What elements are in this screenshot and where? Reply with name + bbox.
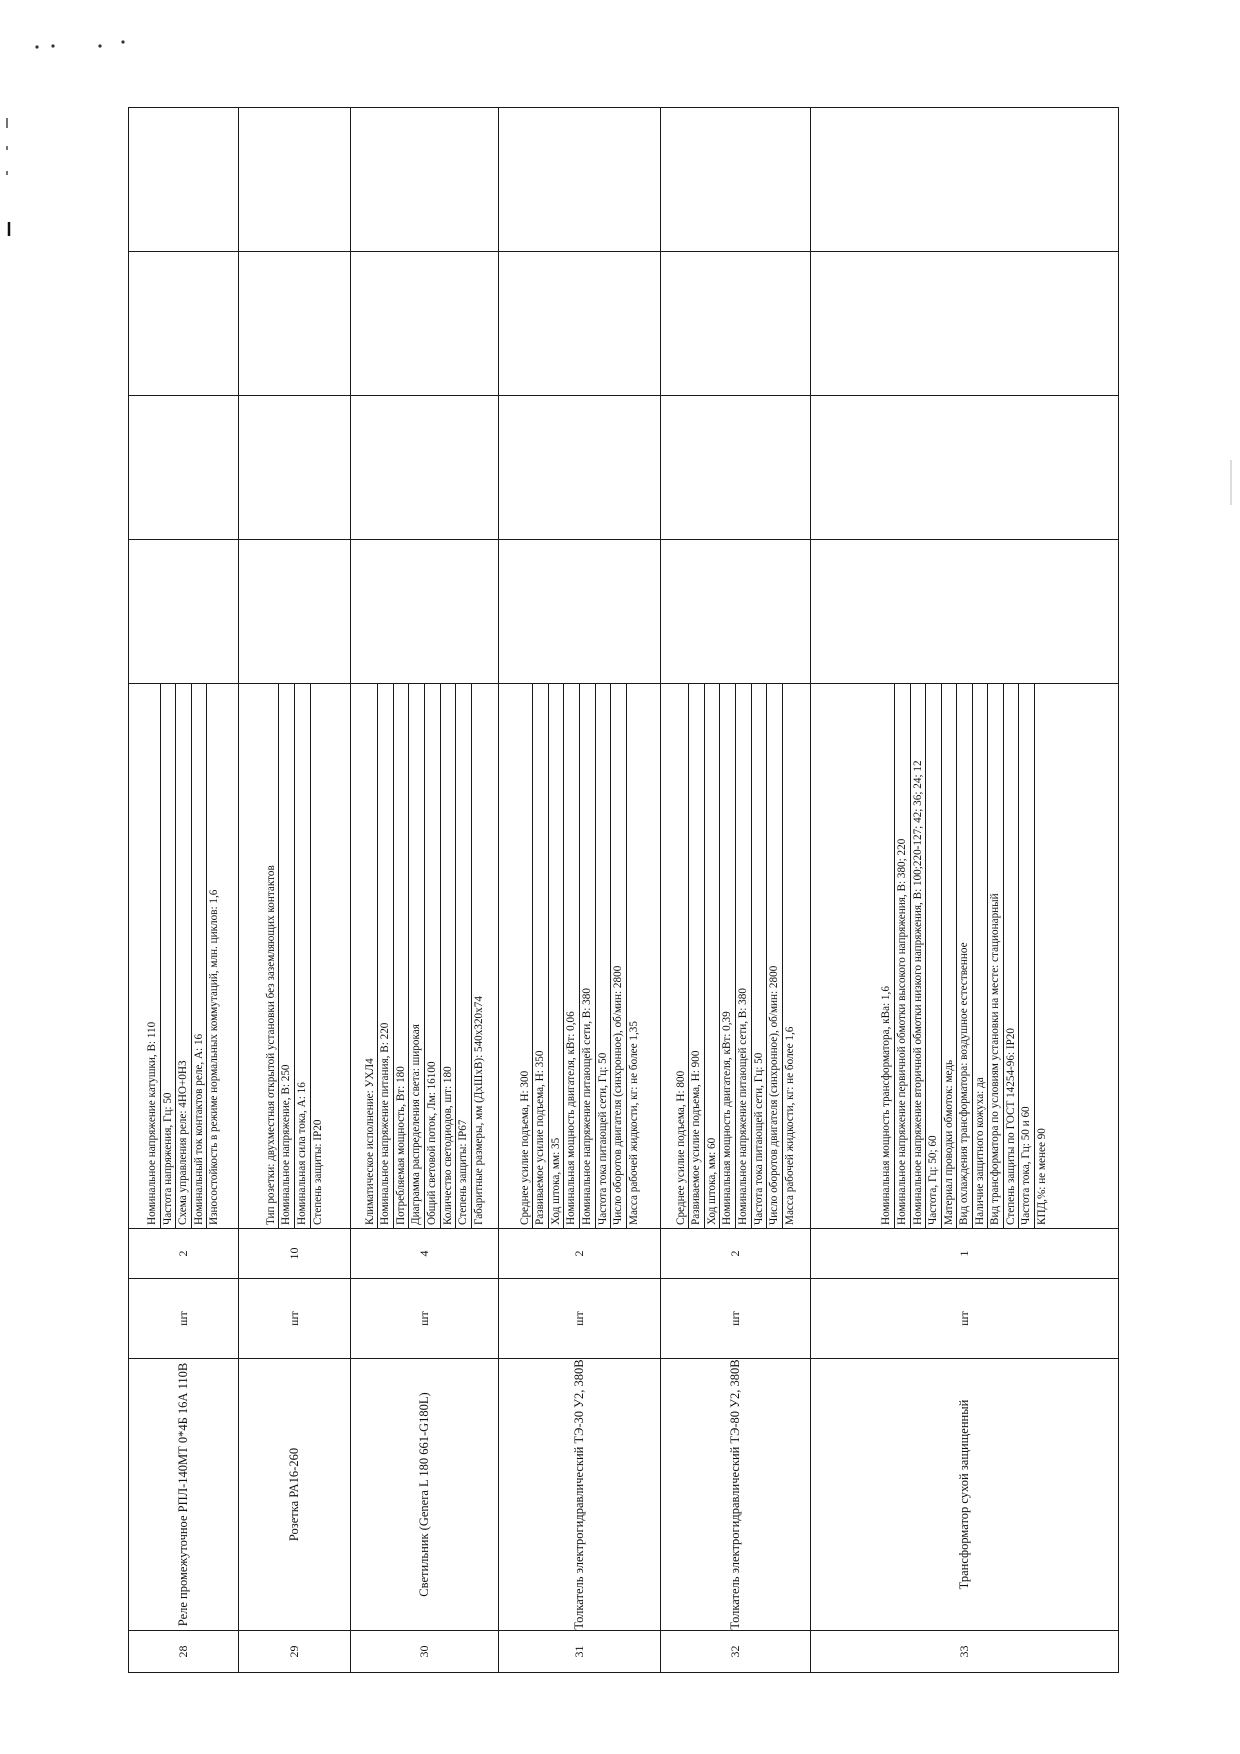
row-number: 31 — [499, 1631, 661, 1673]
table-row — [661, 108, 811, 1673]
parameter-line: Износостойкость в режиме нормальных коммутаций, млн. циклов: 1,6 — [208, 889, 221, 1225]
empty-cell — [661, 396, 811, 540]
parameter-line: Тип розетки: двухместная открытой установки без заземляющих контактов — [264, 684, 280, 1228]
table-row — [239, 108, 351, 1673]
empty-cell — [661, 252, 811, 396]
empty-cell — [351, 108, 499, 252]
unit-cell: шт — [661, 1279, 811, 1359]
parameter-line: Масса рабочей жидкости, кг: не более 1,35 — [627, 1021, 640, 1225]
empty-cell — [129, 252, 239, 396]
quantity-cell: 10 — [239, 1229, 351, 1279]
empty-cell — [499, 540, 661, 684]
parameter-line: Номинальное напряжение питания, В: 220 — [378, 684, 394, 1228]
item-name: Трансформатор сухой защищенный — [811, 1359, 1119, 1631]
parameters-cell — [811, 684, 1119, 1229]
table-row — [499, 108, 661, 1673]
empty-cell — [239, 540, 351, 684]
parameter-line: Количество светодиодов, шт: 180 — [441, 684, 457, 1228]
parameter-line: Число оборотов двигателя (синхронное), об/мин: 2800 — [767, 684, 783, 1228]
parameter-line: Частота тока питающей сети, Гц: 50 — [752, 684, 768, 1228]
parameter-line: Материал проводки обмоток: медь — [942, 684, 958, 1228]
parameter-line: Степень защиты: IP20 — [311, 1119, 324, 1225]
parameter-line: Номинальное напряжение катушки, В: 110 — [145, 684, 161, 1228]
parameter-line: Вид трансформатора по условиям установки на месте: стационарный — [988, 684, 1004, 1228]
row-number: 32 — [661, 1631, 811, 1673]
parameter-line: Климатическое исполнение: УХЛ4 — [363, 684, 379, 1228]
parameter-line: Развиваемое усилие подъема, Н: 350 — [533, 684, 549, 1228]
parameter-line: Вид охлаждения трансформатора: воздушное естественное — [957, 684, 973, 1228]
parameter-line: Частота напряжения, Гц: 50 — [161, 684, 177, 1228]
rotated-table-holder — [128, 108, 1118, 1673]
empty-cell — [129, 396, 239, 540]
parameter-line: КПД,%: не менее 90 — [1035, 1128, 1048, 1225]
unit-cell: шт — [351, 1279, 499, 1359]
unit-cell: шт — [239, 1279, 351, 1359]
table-row — [129, 108, 239, 1673]
parameter-line: Общий световой поток, Лм: 16100 — [425, 684, 441, 1228]
item-name: Реле промежуточное РПЛ-140МТ 0*4Б 16А 110В — [129, 1359, 239, 1631]
table-row — [811, 108, 1119, 1673]
parameter-line: Среднее усилие подъема, Н: 300 — [518, 684, 534, 1228]
parameter-line: Частота тока питающей сети, Гц: 50 — [596, 684, 612, 1228]
parameters-cell — [351, 684, 499, 1229]
parameter-line: Номинальное напряжение, В: 250 — [279, 684, 295, 1228]
quantity-cell: 1 — [811, 1229, 1119, 1279]
empty-cell — [351, 396, 499, 540]
row-number: 30 — [351, 1631, 499, 1673]
table-row — [351, 108, 499, 1673]
parameter-line: Номинальная мощность двигателя, кВт: 0,39 — [720, 684, 736, 1228]
empty-cell — [811, 252, 1119, 396]
parameter-line: Номинальная мощность трансформатора, кВа: 1,6 — [879, 684, 895, 1228]
parameter-line: Габаритные размеры, мм (ДхШхВ): 540х320х74 — [472, 996, 485, 1225]
unit-cell: шт — [811, 1279, 1119, 1359]
parameter-line: Номинальное напряжение первичной обмотки высокого напряжения, В: 380; 220 — [895, 684, 911, 1228]
row-number: 33 — [811, 1631, 1119, 1673]
quantity-cell: 2 — [129, 1229, 239, 1279]
item-name: Толкатель электрогидравлический ТЭ-80 У2, 380В — [661, 1359, 811, 1631]
unit-cell: шт — [129, 1279, 239, 1359]
empty-cell — [351, 540, 499, 684]
parameter-line: Ход штока, мм: 60 — [705, 684, 721, 1228]
empty-cell — [239, 108, 351, 252]
parameter-line: Номинальное напряжение питающей сети, В: 380 — [580, 684, 596, 1228]
parameter-line: Диаграмма распределения света: широкая — [409, 684, 425, 1228]
empty-cell — [239, 396, 351, 540]
empty-cell — [661, 108, 811, 252]
unit-cell: шт — [499, 1279, 661, 1359]
parameter-line: Степень защиты по ГОСТ 14254-96: IP20 — [1004, 684, 1020, 1228]
parameter-line: Ход штока, мм: 35 — [549, 684, 565, 1228]
parameter-line: Потребляемая мощность, Вт: 180 — [394, 684, 410, 1228]
empty-cell — [811, 396, 1119, 540]
empty-cell — [499, 396, 661, 540]
quantity-cell: 2 — [661, 1229, 811, 1279]
empty-cell — [499, 252, 661, 396]
empty-cell — [129, 108, 239, 252]
parameter-line: Число оборотов двигателя (синхронное), об/мин: 2800 — [611, 684, 627, 1228]
parameter-line: Номинальный ток контактов реле, А: 16 — [192, 684, 208, 1228]
parameter-line: Номинальное напряжение вторичной обмотки низкого напряжения, В: 100;220-127; 42; 36; 24; 12 — [911, 684, 927, 1228]
parameters-cell — [239, 684, 351, 1229]
empty-cell — [499, 108, 661, 252]
parameter-line: Частота, Гц: 50; 60 — [926, 684, 942, 1228]
parameter-line: Частота тока, Гц: 50 и 60 — [1019, 684, 1035, 1228]
parameter-line: Степень защиты: IP67 — [456, 684, 472, 1228]
empty-cell — [811, 540, 1119, 684]
row-number: 29 — [239, 1631, 351, 1673]
parameters-cell — [129, 684, 239, 1229]
empty-cell — [239, 252, 351, 396]
specification-table — [128, 107, 1119, 1673]
parameter-line: Номинальное напряжение питающей сети, В: 380 — [736, 684, 752, 1228]
parameter-line: Развиваемое усилие подъема, Н: 900 — [689, 684, 705, 1228]
parameter-line: Схема управления реле: 4НО+0НЗ — [176, 684, 192, 1228]
item-name: Толкатель электрогидравлический ТЭ-30 У2, 380В — [499, 1359, 661, 1631]
quantity-cell: 2 — [499, 1229, 661, 1279]
empty-cell — [811, 108, 1119, 252]
parameters-cell — [499, 684, 661, 1229]
parameter-line: Номинальная мощность двигателя, кВт: 0,06 — [564, 684, 580, 1228]
empty-cell — [129, 540, 239, 684]
item-name: Розетка РА16-260 — [239, 1359, 351, 1631]
parameters-cell — [661, 684, 811, 1229]
row-number: 28 — [129, 1631, 239, 1673]
item-name: Светильник (Genera L 180 661-G180L) — [351, 1359, 499, 1631]
empty-cell — [351, 252, 499, 396]
parameter-line: Среднее усилие подъема, Н: 800 — [674, 684, 690, 1228]
parameter-line: Номинальная сила тока, А: 16 — [295, 684, 311, 1228]
parameter-line: Масса рабочей жидкости, кг: не более 1,6 — [783, 1026, 796, 1225]
quantity-cell: 4 — [351, 1229, 499, 1279]
parameter-line: Наличие защитного кожуха: да — [973, 684, 989, 1228]
empty-cell — [661, 540, 811, 684]
